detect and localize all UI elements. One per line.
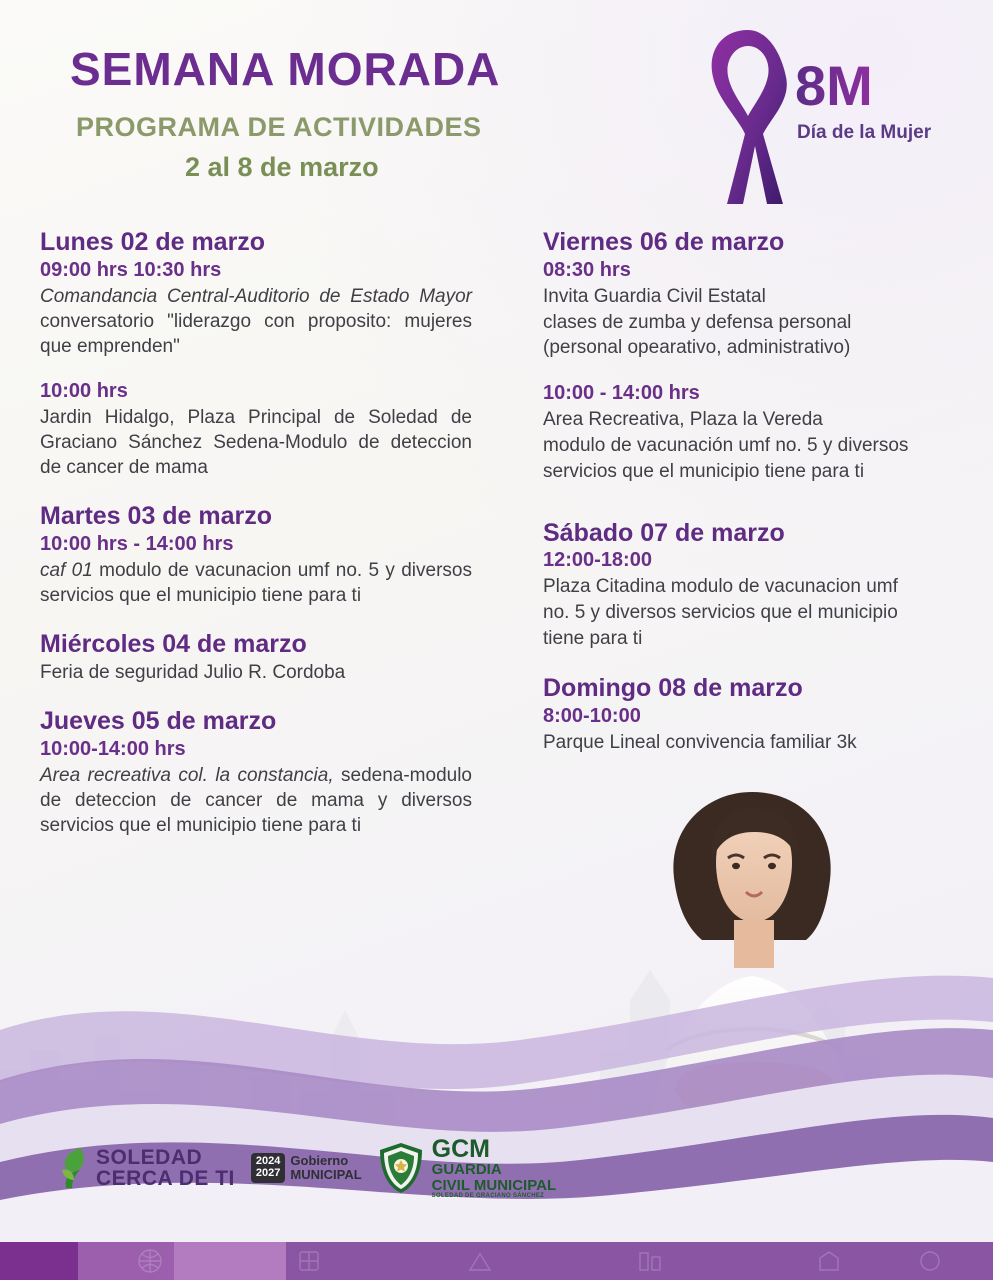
gcm-line-1: GCM: [431, 1134, 490, 1163]
schedule-day: [543, 674, 975, 756]
schedule-column-left: [40, 228, 472, 844]
day-description: [543, 284, 975, 361]
day-time: 10:00 hrs: [40, 379, 128, 402]
day-time: 10:00-14:00 hrs: [40, 737, 186, 760]
day-time: 10:00 - 14:00 hrs: [543, 382, 700, 405]
soledad-logo: [60, 1146, 235, 1190]
day-text-line: no. 5 y diversos servicios que el municipio: [543, 602, 898, 624]
day-description: [543, 730, 975, 756]
day-description: Jardin Hidalgo, Plaza Principal de Soledad de Graciano Sánchez Sedena-Modulo de deteccion de cancer de mama: [40, 406, 472, 479]
day-description: [40, 558, 472, 608]
gobierno-line-1: Gobierno: [290, 1152, 349, 1168]
day-text-line: modulo de vacunación umf no. 5 y diversos: [543, 435, 909, 457]
poster-header: [0, 0, 993, 215]
schedule-day: [543, 519, 975, 652]
gcm-text: [431, 1134, 557, 1200]
day-time: 08:30 hrs: [543, 258, 631, 281]
day-description: [40, 763, 472, 838]
day-text-line: Parque Lineal convivencia familiar 3k: [543, 731, 857, 753]
day-title: Sábado 07 de marzo: [543, 518, 785, 547]
awareness-ribbon-icon: [683, 22, 813, 212]
schedule-day: [40, 228, 472, 480]
8m-logo: [683, 22, 953, 212]
schedule-column-right: [543, 228, 975, 762]
soledad-logo-text: [96, 1147, 235, 1189]
soledad-leaf-icon: [60, 1146, 88, 1190]
year-top: 2024: [255, 1155, 281, 1168]
bottom-color-strip: [0, 1242, 993, 1280]
schedule-sub-block: [543, 381, 975, 484]
gcm-line-3: CIVIL MUNICIPAL: [431, 1176, 557, 1194]
day-text-line: tiene para ti: [543, 628, 643, 650]
day-description: [543, 574, 975, 651]
page-title: SEMANA MORADA: [70, 43, 501, 95]
day-text-line: Invita Guardia Civil Estatal: [543, 285, 766, 307]
day-emphasis: Comandancia Central-Auditorio de Estado Mayor: [40, 285, 472, 307]
gobierno-municipal-logo: [251, 1153, 362, 1182]
day-text-line: servicios que el municipio tiene para ti: [543, 460, 865, 482]
day-title: Martes 03 de marzo: [40, 502, 273, 531]
strip-icon-pattern: [0, 1242, 993, 1280]
schedule-sub-block: [40, 379, 472, 480]
gobierno-line-2: MUNICIPAL: [290, 1167, 362, 1182]
guardia-civil-municipal-logo: [378, 1134, 557, 1200]
guardia-civil-shield-icon: [378, 1142, 424, 1194]
day-title: Lunes 02 de marzo: [40, 228, 266, 256]
day-emphasis: caf 01: [40, 559, 93, 581]
footer-logos: [60, 1134, 556, 1202]
day-title: Viernes 06 de marzo: [543, 228, 785, 256]
gcm-line-2: GUARDIA: [431, 1160, 502, 1178]
day-text-line: Plaza Citadina modulo de vacunacion umf: [543, 576, 898, 598]
day-text-line: clases de zumba y defensa personal: [543, 311, 852, 333]
day-text: conversatorio "liderazgo con proposito: mujeres que emprenden": [40, 310, 472, 357]
schedule-day: [40, 630, 472, 685]
schedule-day: [543, 228, 975, 485]
day-text: sedena-modulo de deteccion de cancer de mama y diversos servicios que el municipio tiene para ti: [40, 764, 473, 836]
day-time: 09:00 hrs 10:30 hrs: [40, 258, 222, 281]
term-years: [251, 1153, 285, 1182]
day-text-line: Area Recreativa, Plaza la Vereda: [543, 409, 823, 431]
gobierno-text: [290, 1154, 361, 1183]
day-time: 12:00-18:00: [543, 549, 652, 572]
day-description: Feria de seguridad Julio R. Cordoba: [40, 661, 346, 683]
year-bottom: 2027: [255, 1167, 281, 1179]
day-description: [543, 407, 975, 484]
schedule-day: [40, 502, 472, 608]
date-range: 2 al 8 de marzo: [185, 152, 379, 182]
day-description: [40, 284, 472, 359]
day-text: modulo de vacunacion umf no. 5 y diversos servicios que el municipio tiene para ti: [40, 559, 472, 607]
day-title: Jueves 05 de marzo: [40, 706, 277, 735]
day-title: Miércoles 04 de marzo: [40, 630, 307, 659]
day-time: 8:00-10:00: [543, 704, 641, 727]
schedule-day: [40, 707, 472, 838]
day-time: 10:00 hrs - 14:00 hrs: [40, 532, 234, 555]
soledad-line-1: SOLEDAD: [96, 1146, 203, 1169]
day-text-line: (personal opearativo, administrativo): [543, 337, 851, 359]
logo-8m-text: 8M: [795, 54, 873, 117]
soledad-line-2: CERCA DE TI: [96, 1167, 235, 1190]
gcm-line-4: SOLEDAD DE GRACIANO SÁNCHEZ: [431, 1193, 545, 1200]
day-title: Domingo 08 de marzo: [543, 673, 803, 702]
day-emphasis: Area recreativa col. la constancia,: [40, 764, 334, 786]
logo-tagline: Día de la Mujer: [797, 122, 932, 143]
page-subtitle: PROGRAMA DE ACTIVIDADES: [76, 112, 482, 142]
